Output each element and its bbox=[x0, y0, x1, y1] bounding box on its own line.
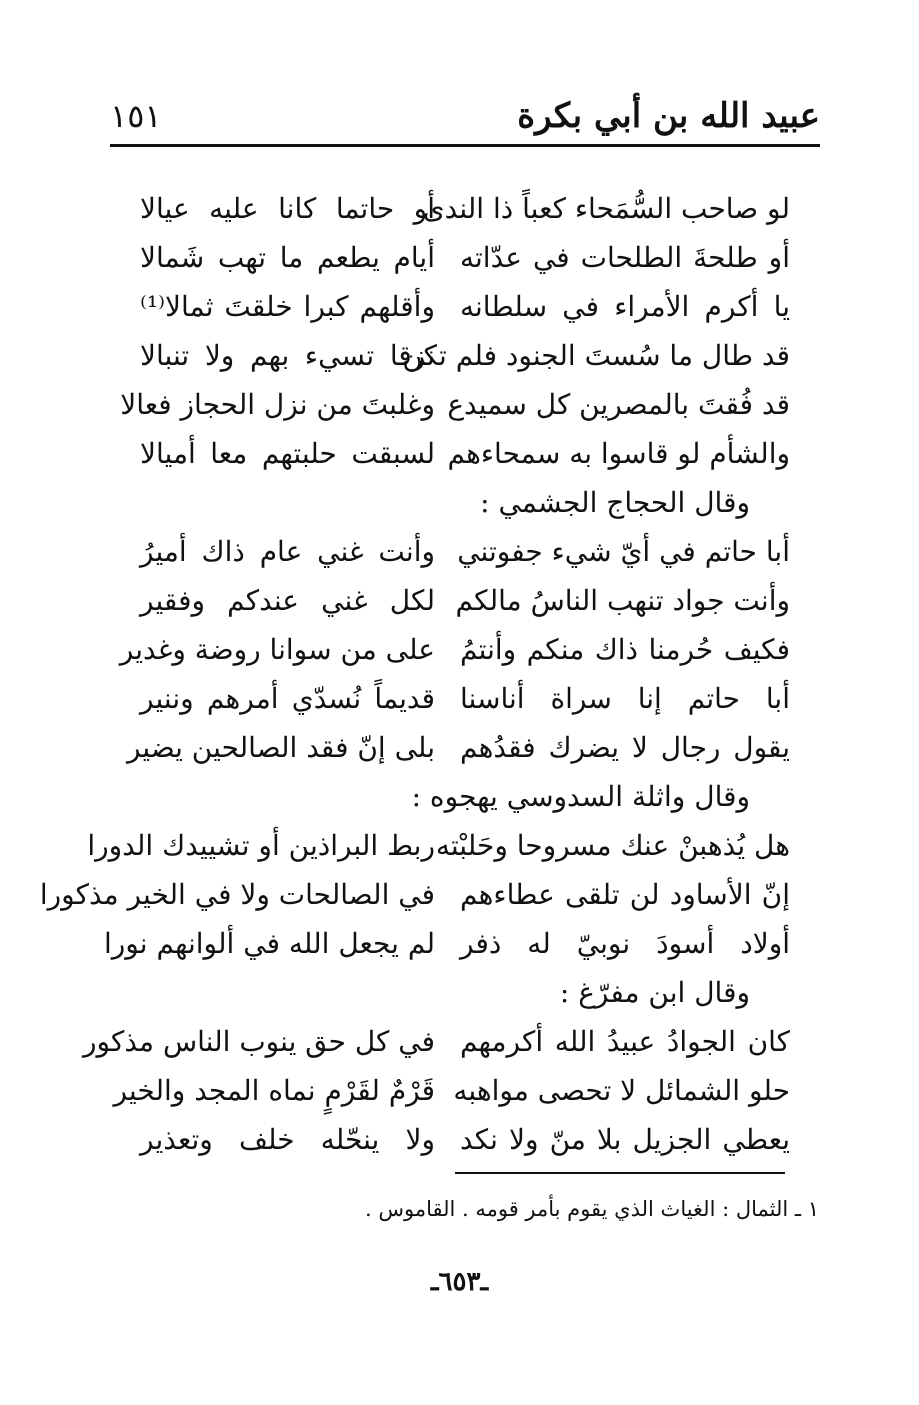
verse-line bbox=[110, 674, 820, 723]
verse-line bbox=[110, 625, 820, 674]
verse-second-hemistich: لم يجعل الله في ألوانهم نورا bbox=[103, 927, 435, 960]
verse-first-hemistich: يقول رجال لا يضرك فقدُهم bbox=[460, 731, 790, 764]
verse-first-hemistich: أبا حاتم إنا سراة أناسنا bbox=[460, 682, 790, 715]
verse-second-hemistich: على من سوانا روضة وغدير bbox=[119, 633, 435, 666]
verse-first-hemistich: قد فُقتَ بالمصرين كل سميدع bbox=[447, 388, 790, 421]
verse-second-hemistich: ربط البراذين أو تشييدك الدورا bbox=[87, 829, 435, 862]
verse-second-hemistich: أو حاتما كانا عليه عيالا bbox=[140, 192, 435, 225]
verse-line bbox=[87, 821, 820, 870]
verse-first-hemistich: إنّ الأساود لن تلقى عطاءهم bbox=[460, 878, 790, 911]
poem-intro: وقال ابن مفرّغ : bbox=[559, 976, 750, 1009]
verse-line bbox=[110, 331, 820, 380]
verse-line bbox=[83, 1017, 820, 1066]
verse-second-hemistich: وغلبتَ من نزل الحجاز فعالا bbox=[120, 388, 435, 421]
verse-line bbox=[110, 576, 820, 625]
verse-line bbox=[110, 1115, 820, 1164]
verse-second-hemistich: لكل غني عندكم وفقير bbox=[140, 584, 435, 617]
running-header bbox=[110, 92, 820, 144]
verse-first-hemistich: لو صاحب السُّمَحاء كعباً ذا الندى bbox=[422, 192, 790, 225]
verse-first-hemistich: أبا حاتم في أيّ شيء جفوتني bbox=[457, 535, 790, 568]
verse-second-hemistich: وأقلهم كبرا خلقتَ ثمالا⁽¹⁾ bbox=[140, 290, 435, 323]
verse-second-hemistich: لسبقت حلبتهم معا أميالا bbox=[140, 437, 435, 470]
verse-line bbox=[103, 919, 820, 968]
verse-second-hemistich: أيام يطعم ما تهب شَمالا bbox=[140, 241, 435, 274]
verse-first-hemistich: وأنت جواد تنهب الناسُ مالكم bbox=[455, 584, 790, 617]
header-page-number: ١٥١ bbox=[110, 97, 162, 135]
footer-page-number: ـ٦٥٣ـ bbox=[430, 1267, 489, 1297]
verse-first-hemistich: والشأم لو قاسوا به سمحاءهم bbox=[447, 437, 790, 470]
verse-first-hemistich: فكيف حُرمنا ذاك منكم وأنتمُ bbox=[460, 633, 790, 666]
verse-line bbox=[110, 380, 820, 429]
verse-second-hemistich: في الصالحات ولا في الخير مذكورا bbox=[39, 878, 435, 911]
verse-second-hemistich: بلى إنّ فقد الصالحين يضير bbox=[126, 731, 435, 764]
verse-first-hemistich: حلو الشمائل لا تحصى مواهبه bbox=[453, 1074, 790, 1107]
verse-second-hemistich: قَرْمٌ لقَرْمٍ نماه المجد والخير bbox=[113, 1074, 435, 1107]
verse-line bbox=[110, 429, 820, 478]
verse-first-hemistich: يعطي الجزيل بلا منّ ولا نكد bbox=[460, 1123, 790, 1156]
verse-first-hemistich: كان الجوادُ عبيدُ الله أكرمهم bbox=[460, 1025, 790, 1058]
poem-intro: وقال واثلة السدوسي يهجوه : bbox=[411, 780, 750, 813]
verse-second-hemistich: نزقا تسيء بهم ولا تنبالا bbox=[140, 339, 435, 372]
verse-line bbox=[110, 723, 820, 772]
verse-line bbox=[39, 870, 820, 919]
poem-intro: وقال الحجاج الجشمي : bbox=[480, 486, 750, 519]
verse-line bbox=[110, 1066, 820, 1115]
footnote: ١ ـ الثمال : الغياث الذي يقوم بأمر قومه . القاموس . bbox=[365, 1197, 819, 1221]
verse-first-hemistich: يا أكرم الأمراء في سلطانه bbox=[460, 290, 790, 323]
verse-first-hemistich: هل يُذهبنْ عنك مسروحا وحَلبْته bbox=[435, 829, 790, 862]
verse-line bbox=[110, 282, 820, 331]
header-rule bbox=[110, 144, 820, 147]
poem-body bbox=[39, 184, 820, 1164]
verse-second-hemistich: قديماً نُسدّي أمرهم وننير bbox=[140, 682, 435, 715]
verse-first-hemistich: قد طال ما سُستَ الجنود فلم تكن bbox=[402, 339, 790, 372]
verse-line bbox=[110, 233, 820, 282]
chapter-title: عبيد الله بن أبي بكرة bbox=[517, 96, 820, 136]
verse-line bbox=[110, 184, 820, 233]
verse-second-hemistich: وأنت غني عام ذاك أميرُ bbox=[140, 535, 435, 568]
footnote-rule bbox=[455, 1172, 785, 1174]
verse-second-hemistich: ولا ينحّله خلف وتعذير bbox=[140, 1123, 435, 1156]
verse-line bbox=[110, 527, 820, 576]
verse-first-hemistich: أو طلحةَ الطلحات في عدّاته bbox=[460, 241, 790, 274]
verse-first-hemistich: أولاد أسودَ نوبيّ له ذفر bbox=[460, 927, 790, 960]
verse-second-hemistich: في كل حق ينوب الناس مذكور bbox=[83, 1025, 435, 1058]
